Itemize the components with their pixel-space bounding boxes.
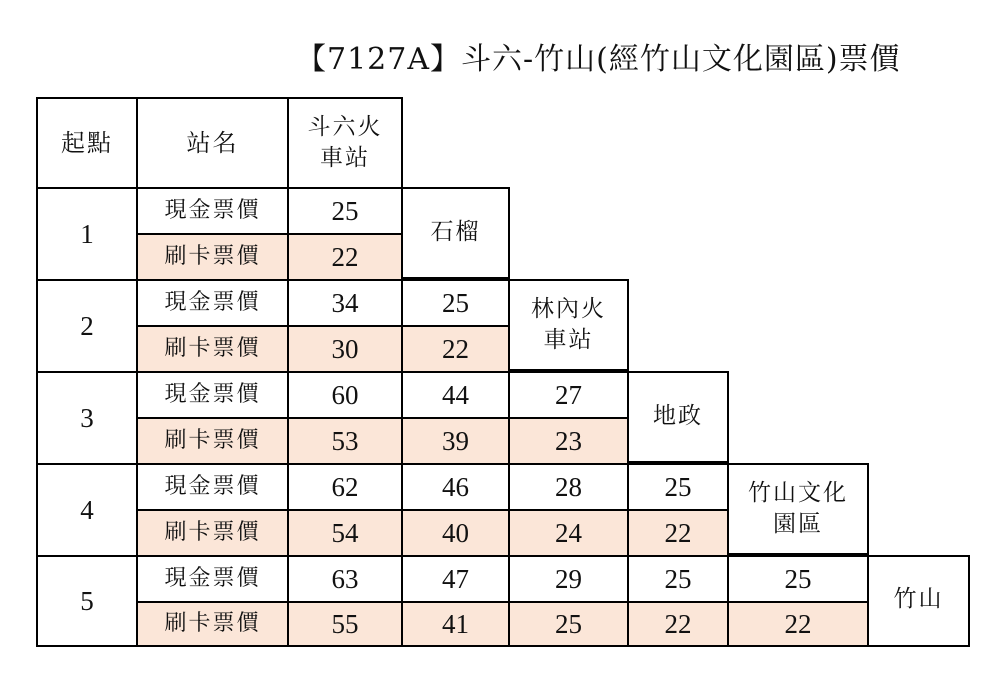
card-fare-cell: 40 <box>402 510 509 556</box>
grid-line <box>509 369 629 371</box>
cash-fare-cell: 25 <box>331 195 359 226</box>
station-name-line2: 園區 <box>773 511 823 537</box>
grid-line <box>137 601 868 603</box>
cash-fare-cell: 27 <box>555 379 582 410</box>
station-name-line2: 車站 <box>320 145 370 171</box>
card-fare-cell: 53 <box>288 418 402 464</box>
grid-line <box>728 553 869 555</box>
origin-number: 2 <box>80 310 94 341</box>
grid-line <box>968 556 970 647</box>
station-name-line1: 石榴 <box>430 219 481 246</box>
station-name-line1: 竹山 <box>893 586 944 613</box>
grid-line <box>137 509 728 511</box>
cash-fare-cell: 25 <box>784 563 812 594</box>
cash-fare-cell: 25 <box>664 471 692 502</box>
cash-fare-cell: 28 <box>555 471 582 502</box>
cash-fare-cell: 34 <box>331 287 359 318</box>
card-fare-cell: 54 <box>288 510 402 556</box>
card-fare-cell: 22 <box>628 510 728 556</box>
station-name-line1: 地政 <box>653 403 703 430</box>
card-fare-cell: 30 <box>288 326 402 372</box>
grid-line <box>36 645 970 647</box>
cash-fare-label: 現金票價 <box>164 290 261 316</box>
origin-number: 3 <box>80 402 94 433</box>
grid-line <box>36 187 510 189</box>
cash-fare-label: 現金票價 <box>164 474 261 500</box>
station-name-line1: 斗六火 <box>307 113 383 140</box>
card-fare-cell: 22 <box>288 234 402 280</box>
cash-fare-cell: 62 <box>331 471 359 502</box>
cash-fare-cell: 47 <box>442 563 469 594</box>
grid-line <box>36 555 970 557</box>
cash-fare-label: 現金票價 <box>164 198 261 224</box>
cash-fare-label: 現金票價 <box>164 382 261 408</box>
cash-fare-cell: 44 <box>442 379 469 410</box>
card-fare-label: 刷卡票價 <box>137 418 288 464</box>
station-header <box>728 464 868 554</box>
card-fare-cell: 24 <box>509 510 628 556</box>
origin-number: 5 <box>80 585 94 616</box>
origin-number: 1 <box>80 218 94 249</box>
cash-fare-cell: 29 <box>555 563 582 594</box>
card-fare-cell: 55 <box>288 602 402 646</box>
page-title: 【7127A】斗六-竹山(經竹山文化園區)票價 <box>296 42 901 77</box>
grid-line <box>628 461 729 463</box>
cash-fare-cell: 46 <box>442 471 469 502</box>
grid-line <box>36 463 869 465</box>
card-fare-cell: 23 <box>509 418 628 464</box>
card-fare-cell: 22 <box>402 326 509 372</box>
card-fare-label: 刷卡票價 <box>137 510 288 556</box>
origin-number: 4 <box>80 494 94 525</box>
station-header <box>868 556 969 644</box>
station-header <box>288 98 402 188</box>
cash-fare-cell: 25 <box>442 287 469 318</box>
cash-fare-cell: 63 <box>331 563 359 594</box>
cash-fare-cell: 60 <box>331 379 359 410</box>
grid-line <box>36 371 729 373</box>
header-station-name: 站名 <box>186 128 239 157</box>
card-fare-label: 刷卡票價 <box>137 234 288 280</box>
card-fare-cell: 41 <box>402 602 509 646</box>
station-name-line2: 車站 <box>543 327 594 353</box>
card-fare-cell: 22 <box>728 602 868 646</box>
grid-line <box>137 325 509 327</box>
grid-line <box>36 279 629 281</box>
station-header <box>628 372 728 462</box>
card-fare-cell: 25 <box>509 602 628 646</box>
station-header <box>509 280 628 370</box>
card-fare-label: 刷卡票價 <box>137 326 288 372</box>
station-name-line1: 竹山文化 <box>748 479 848 506</box>
station-header <box>402 188 509 278</box>
grid-line <box>36 97 403 99</box>
card-fare-label: 刷卡票價 <box>137 602 288 646</box>
card-fare-cell: 39 <box>402 418 509 464</box>
grid-line <box>137 417 628 419</box>
grid-line <box>402 277 510 279</box>
card-fare-cell: 22 <box>628 602 728 646</box>
cash-fare-label: 現金票價 <box>164 566 261 592</box>
header-origin: 起點 <box>61 128 113 157</box>
station-name-line1: 林內火 <box>531 295 606 322</box>
cash-fare-cell: 25 <box>664 563 692 594</box>
grid-line <box>137 233 402 235</box>
